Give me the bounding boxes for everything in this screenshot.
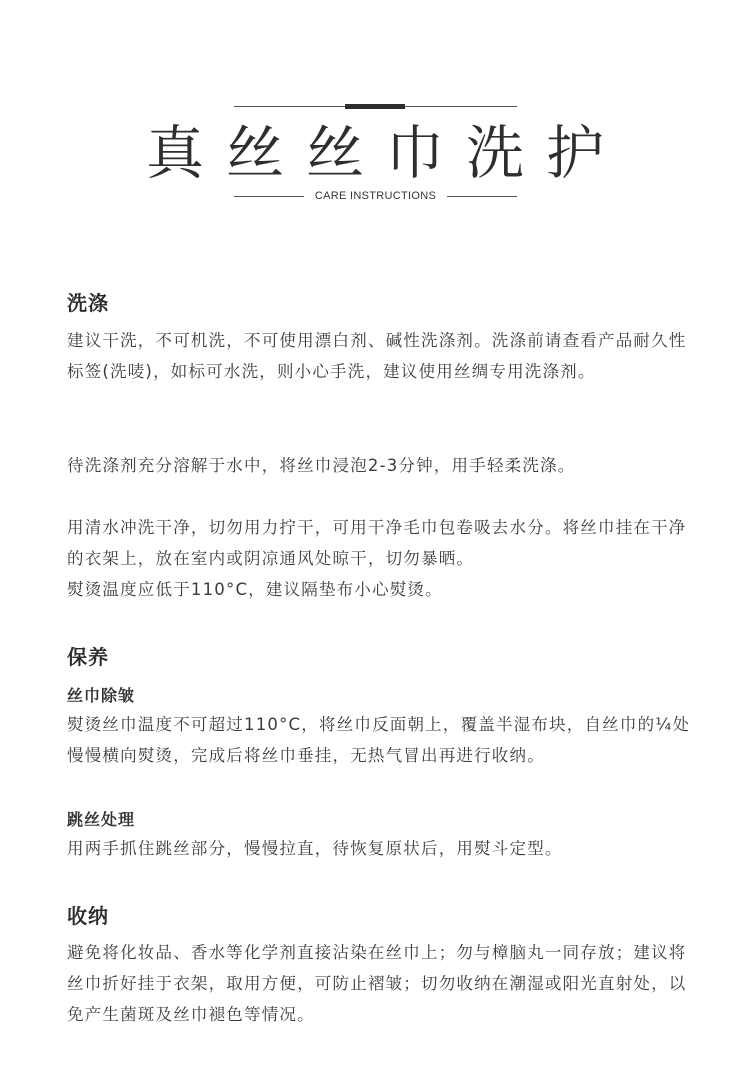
- care-subtitle-snag: 跳丝处理: [67, 810, 136, 829]
- header-subtitle-row: [234, 188, 517, 204]
- washing-paragraph-4: 熨烫温度应低于110°C，建议隔垫布小心熨烫。: [67, 580, 443, 599]
- care-text-wrinkle: 熨烫丝巾温度不可超过110°C，将丝巾反面朝上，覆盖半湿布块，自丝巾的¼处慢慢横向熨烫，完成后将丝巾垂挂，无热气冒出再进行收纳。: [67, 715, 691, 765]
- header-accent-bar: [345, 104, 405, 109]
- section-title-washing: 洗涤: [67, 291, 109, 315]
- subtitle-right-rule: [447, 196, 517, 197]
- section-title-storage: 收纳: [67, 904, 109, 928]
- washing-paragraph-1: 建议干洗，不可机洗，不可使用漂白剂、碱性洗涤剂。洗涤前请查看产品耐久性标签(洗唛)，如标可水洗，则小心手洗，建议使用丝绸专用洗涤剂。: [67, 331, 687, 381]
- care-subtitle-wrinkle: 丝巾除皱: [67, 686, 136, 705]
- washing-paragraph-2: 待洗涤剂充分溶解于水中，将丝巾浸泡2-3分钟，用手轻柔洗涤。: [67, 456, 576, 475]
- page-title: 真丝丝巾洗护: [145, 119, 626, 187]
- page-subtitle: CARE INSTRUCTIONS: [314, 190, 437, 202]
- storage-text: 避免将化妆品、香水等化学剂直接沾染在丝巾上；勿与樟脑丸一同存放；建议将丝巾折好挂于衣架，取用方便，可防止褶皱；切勿收纳在潮湿或阳光直射处，以免产生菌斑及丝巾褪色等情况。: [67, 943, 687, 1024]
- subtitle-left-rule: [234, 196, 304, 197]
- washing-paragraph-3: 用清水冲洗干净，切勿用力拧干，可用干净毛巾包卷吸去水分。将丝巾挂在干净的衣架上，放在室内或阴凉通风处晾干，切勿暴晒。: [67, 518, 687, 568]
- section-title-care: 保养: [67, 645, 109, 669]
- care-text-snag: 用两手抓住跳丝部分，慢慢拉直，待恢复原状后，用熨斗定型。: [67, 839, 563, 858]
- page-header: [0, 0, 750, 220]
